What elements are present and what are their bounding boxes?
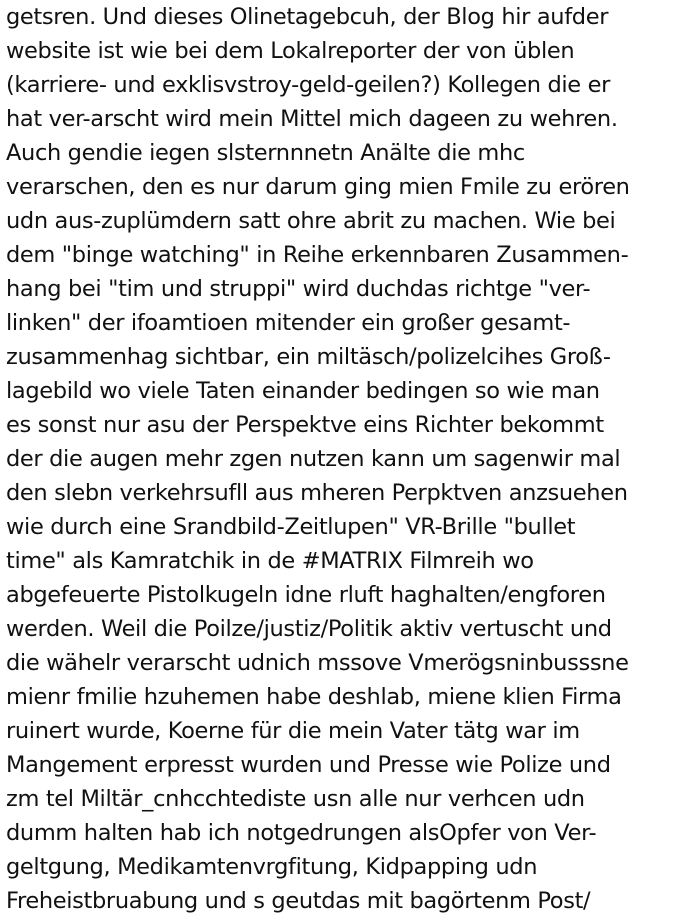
text-line: die wähelr verarscht udnich mssove Vmerögsninbusssne — [6, 650, 629, 676]
text-line: dumm halten hab ich notgedrungen alsOpfer von Ver- — [6, 820, 597, 846]
text-line: Freheistbruabung und s geutdas mit bagörtenm Post/ — [6, 888, 591, 914]
text-line: es sonst nur asu der Perspektve eins Richter bekommt — [6, 412, 604, 438]
text-line: ruinert wurde, Koerne für die mein Vater tätg war im — [6, 718, 580, 744]
document-text — [6, 0, 682, 918]
text-line: udn aus-zuplümdern satt ohre abrit zu machen. Wie bei — [6, 208, 616, 234]
text-line: linken" der ifoamtioen mitender ein großer gesamt- — [6, 310, 571, 336]
text-line: Auch gendie iegen slsternnnetn Anälte die mhc — [6, 140, 525, 166]
text-line: Mangement erpresst wurden und Presse wie Polize und — [6, 752, 611, 778]
text-line: time" als Kamratchik in de #MATRIX Filmreih wo — [6, 548, 534, 574]
text-line: zusammenhag sichtbar, ein miltäsch/polizelcihes Groß- — [6, 344, 611, 370]
text-line: hang bei "tim und struppi" wird duchdas richtge "ver- — [6, 276, 591, 302]
text-line: (karriere- und exklisvstroy-geld-geilen?) Kollegen die er — [6, 72, 610, 98]
text-line: abgefeuerte Pistolkugeln idne rluft haghalten/engforen — [6, 582, 606, 608]
text-line: dem "binge watching" in Reihe erkennbaren Zusammen- — [6, 242, 629, 268]
text-line: hat ver-arscht wird mein Mittel mich dageen zu wehren. — [6, 106, 618, 132]
text-line: geltgung, Medikamtenvrgfitung, Kidpapping udn — [6, 854, 538, 880]
text-line: werden. Weil die Poilze/justiz/Politik aktiv vertuscht und — [6, 616, 612, 642]
text-line: der die augen mehr zgen nutzen kann um sagenwir mal — [6, 446, 621, 472]
text-line: verarschen, den es nur darum ging mien Fmile zu erören — [6, 174, 630, 200]
text-line: den slebn verkehrsufll aus mheren Perpktven anzsuehen — [6, 480, 628, 506]
text-line: zm tel Miltär_cnhcchtediste usn alle nur verhcen udn — [6, 786, 585, 812]
text-line: website ist wie bei dem Lokalreporter der von üblen — [6, 38, 575, 64]
text-line: mienr fmilie hzuhemen habe deshlab, miene klien Firma — [6, 684, 622, 710]
text-line: lagebild wo viele Taten einander bedingen so wie man — [6, 378, 600, 404]
text-line: getsren. Und dieses Olinetagebcuh, der Blog hir aufder — [6, 4, 609, 30]
text-line: wie durch eine Srandbild-Zeitlupen" VR-Brille "bullet — [6, 514, 576, 540]
